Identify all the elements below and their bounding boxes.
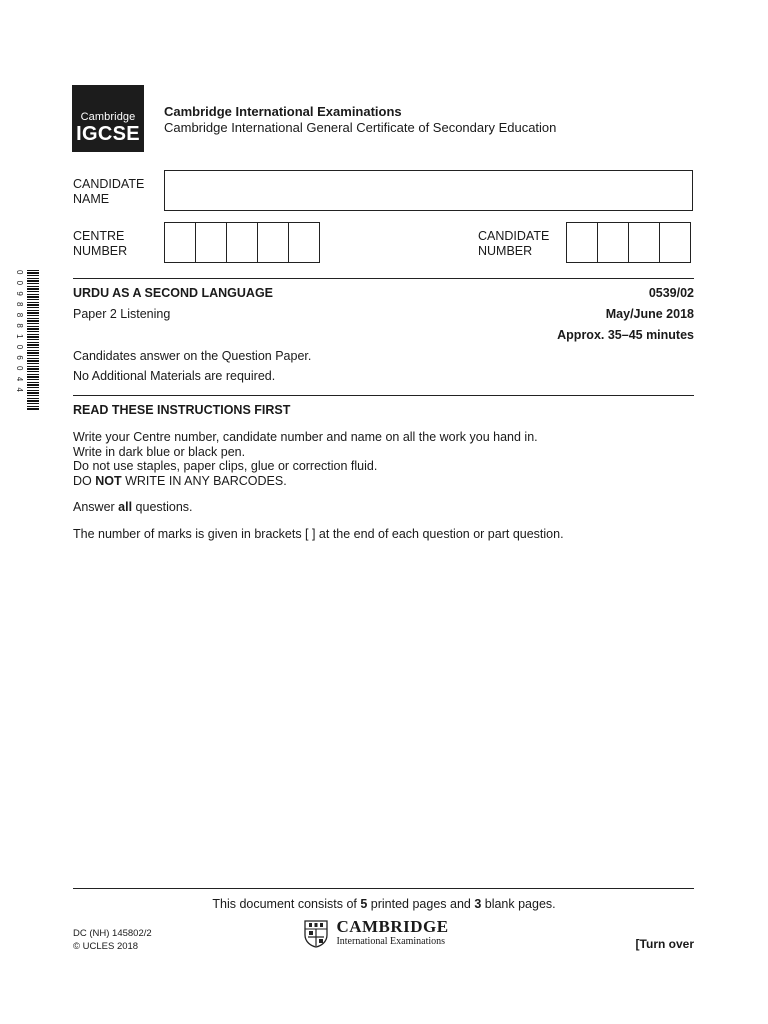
candidate-number-box[interactable] — [566, 222, 598, 263]
brand-subtitle: International Examinations — [336, 935, 446, 947]
subject-title: URDU AS A SECOND LANGUAGE — [73, 286, 274, 300]
text-segment: blank pages. — [481, 897, 556, 911]
barcode — [27, 270, 39, 410]
marks-instruction: The number of marks is given in brackets [ ] at the end of each question or part question. — [73, 527, 564, 541]
cambridge-brand — [304, 916, 449, 952]
document-reference — [73, 927, 152, 953]
exam-duration: Approx. 35–45 minutes — [557, 328, 694, 342]
centre-number-box[interactable] — [164, 222, 196, 263]
text-segment: WRITE IN ANY BARCODES. — [121, 473, 287, 488]
instructions-heading: READ THESE INSTRUCTIONS FIRST — [73, 403, 291, 417]
candidate-name-label — [73, 177, 144, 207]
reference-code: DC (NH) 145802/2 — [73, 928, 152, 939]
brand-name: CAMBRIDGE — [336, 916, 449, 936]
text-segment: DO — [73, 473, 96, 488]
candidate-number-box[interactable] — [597, 222, 629, 263]
instruction-line — [73, 474, 538, 489]
materials-line-1: Candidates answer on the Question Paper. — [73, 349, 312, 363]
instructions-list — [73, 430, 538, 488]
text-segment: Answer — [73, 500, 119, 514]
centre-number-box[interactable] — [257, 222, 289, 263]
cambridge-crest-icon — [304, 920, 328, 948]
paper-name: Paper 2 Listening — [73, 307, 171, 321]
text-segment-bold: NOT — [95, 473, 122, 488]
label-line: CANDIDATE — [73, 177, 145, 191]
copyright: © UCLES 2018 — [73, 941, 139, 952]
divider — [73, 278, 694, 279]
barcode-number: 0 0 9 8 8 8 1 0 6 0 4 4 — [15, 270, 24, 394]
divider — [73, 395, 694, 396]
label-line: NAME — [73, 192, 110, 206]
candidate-number-box[interactable] — [659, 222, 691, 263]
text-segment: printed pages and — [367, 897, 475, 911]
brand-text — [336, 916, 449, 948]
instruction-line: Write your Centre number, candidate number and name on all the work you hand in. — [73, 430, 538, 444]
logo-line-2: IGCSE — [76, 123, 140, 145]
footer-divider — [73, 888, 694, 889]
centre-number-boxes — [164, 222, 319, 263]
candidate-number-label — [478, 229, 549, 259]
exam-session: May/June 2018 — [605, 307, 694, 321]
centre-number-box[interactable] — [226, 222, 258, 263]
logo-line-1: Cambridge — [80, 111, 136, 123]
answer-instruction — [73, 500, 193, 514]
centre-number-label — [73, 229, 127, 259]
syllabus-code: 0539/02 — [648, 286, 694, 300]
materials-line-2: No Additional Materials are required. — [73, 369, 276, 383]
igcse-logo — [72, 85, 144, 152]
printed-pages-count: 5 — [360, 897, 368, 911]
blank-pages-count: 3 — [474, 897, 482, 911]
text-segment-bold: all — [118, 500, 133, 514]
text-segment: This document consists of — [212, 897, 361, 911]
centre-number-box[interactable] — [288, 222, 320, 263]
candidate-number-box[interactable] — [628, 222, 660, 263]
instruction-line: Write in dark blue or black pen. — [73, 444, 246, 459]
exam-board-title: Cambridge International Examinations — [164, 104, 402, 119]
label-line: CANDIDATE — [478, 229, 550, 243]
centre-number-box[interactable] — [195, 222, 227, 263]
page-count-note — [0, 897, 768, 911]
candidate-number-boxes — [566, 222, 690, 263]
label-line: CENTRE — [73, 229, 125, 243]
turn-over-note: [Turn over — [635, 937, 694, 951]
candidate-name-field[interactable] — [164, 170, 693, 211]
text-segment: questions. — [132, 500, 193, 514]
label-line: NUMBER — [478, 244, 533, 258]
exam-board-subtitle: Cambridge International General Certificate of Secondary Education — [164, 120, 557, 135]
instruction-line: Do not use staples, paper clips, glue or correction fluid. — [73, 459, 378, 473]
label-line: NUMBER — [73, 244, 128, 258]
